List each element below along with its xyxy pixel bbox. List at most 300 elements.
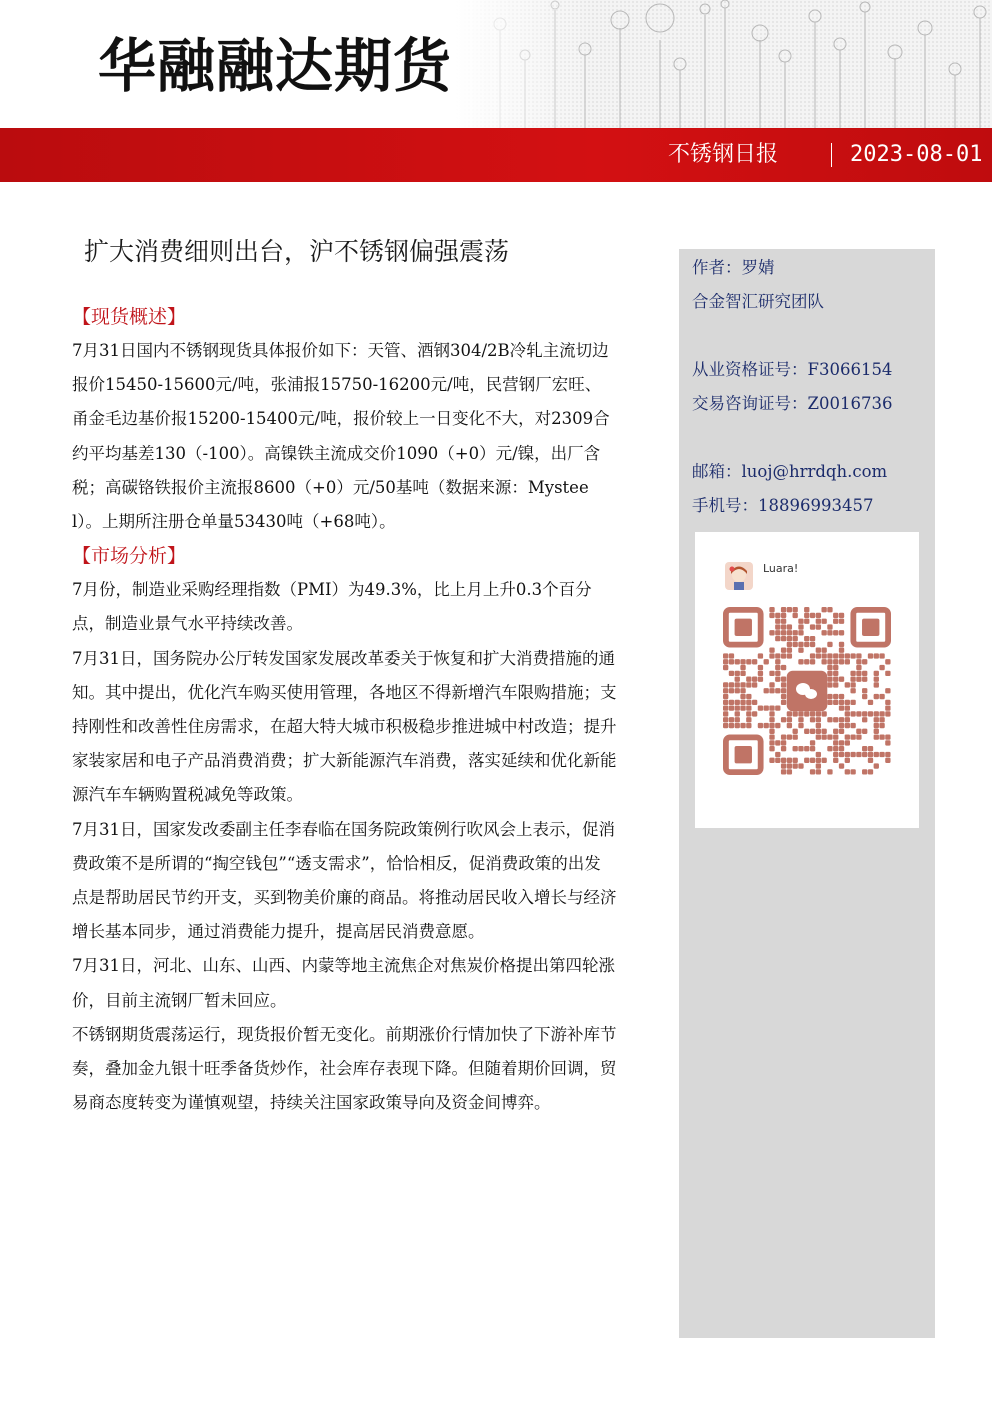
qr-module [781, 653, 786, 658]
qr-module [787, 624, 792, 629]
qr-module [723, 682, 728, 687]
qr-module [769, 705, 774, 710]
qr-module [874, 671, 879, 676]
decorative-circles-graphic [455, 0, 992, 128]
qr-module [856, 665, 861, 670]
qr-module [827, 746, 832, 751]
qr-module [839, 729, 844, 734]
qr-module [798, 746, 803, 751]
qr-module [775, 758, 780, 763]
qr-module [874, 763, 879, 768]
qr-module [775, 636, 780, 641]
qr-module [769, 734, 774, 739]
qr-module [845, 717, 850, 722]
qr-module [862, 688, 867, 693]
qr-module [781, 619, 786, 624]
qr-module [729, 705, 734, 710]
qr-module [839, 746, 844, 751]
qr-module [740, 705, 745, 710]
qr-module [746, 723, 751, 728]
qr-module [885, 688, 890, 693]
qr-module [804, 636, 809, 641]
qr-module [839, 705, 844, 710]
qr-module [827, 659, 832, 664]
qr-module [810, 624, 815, 629]
qr-module [885, 740, 890, 745]
qr-module [775, 740, 780, 745]
qr-module [769, 723, 774, 728]
qr-module [816, 752, 821, 757]
qr-module [787, 769, 792, 774]
qr-module [746, 682, 751, 687]
qr-module [850, 769, 855, 774]
qr-module [793, 636, 798, 641]
qr-module [769, 711, 774, 716]
qr-module [787, 630, 792, 635]
market-paragraph-coke: 7月31日，河北、山东、山西、内蒙等地主流焦企对焦炭价格提出第四轮涨价，目前主流钢厂暂未回应。 [72, 956, 615, 1010]
qr-module [845, 711, 850, 716]
qr-module [833, 671, 838, 676]
qr-module [735, 705, 740, 710]
qr-module [862, 711, 867, 716]
qr-code [723, 607, 891, 775]
qr-module [845, 700, 850, 705]
consulting-number: 交易咨询证号：Z0016736 [692, 394, 893, 413]
qr-module [787, 723, 792, 728]
qr-finder-pattern [726, 737, 761, 772]
qr-module [879, 665, 884, 670]
market-paragraph-consumption: 7月31日，国务院办公厅转发国家发展改革委关于恢复和扩大消费措施的通知。其中提出，优化汽车购买使用管理，各地区不得新增汽车限购措施；支持刚性和改善性住房需求，在超大特大城市积极稳步推进城中村改造；提升家装家居和电子产品消费消费；扩大新能源汽车消费，落实延续和优化新能源汽车车辆购置税减免等政策。 [72, 648, 617, 805]
qr-module [775, 659, 780, 664]
qr-contact-name: Luara! [763, 562, 799, 575]
qr-module [752, 711, 757, 716]
qr-module [827, 734, 832, 739]
qr-module [729, 717, 734, 722]
qr-module [839, 653, 844, 658]
qr-module [885, 752, 890, 757]
section-heading-spot: 【现货概述】 [72, 306, 187, 328]
qr-module [862, 729, 867, 734]
qr-module [885, 659, 890, 664]
qr-module [781, 624, 786, 629]
wechat-qr-card [695, 532, 919, 828]
qr-module [775, 705, 780, 710]
qr-module [850, 711, 855, 716]
header-decoration [455, 0, 992, 128]
qr-module [816, 734, 821, 739]
qr-module [833, 677, 838, 682]
banner-divider [831, 143, 832, 167]
author-name: 作者：罗婧 [692, 258, 775, 277]
qr-module [723, 694, 728, 699]
qr-module [816, 769, 821, 774]
qr-module [879, 653, 884, 658]
qr-module [879, 717, 884, 722]
qr-module [781, 746, 786, 751]
qr-module [781, 648, 786, 653]
qr-module [879, 694, 884, 699]
qr-module [868, 758, 873, 763]
qr-module [850, 682, 855, 687]
qr-module [723, 659, 728, 664]
qr-module [787, 763, 792, 768]
qr-module [816, 723, 821, 728]
qr-module [735, 682, 740, 687]
report-date: 2023-08-01 [850, 142, 983, 167]
qr-module [850, 688, 855, 693]
qr-module [810, 636, 815, 641]
qr-finder-pattern [726, 610, 761, 645]
qr-module [769, 671, 774, 676]
qr-module [793, 642, 798, 647]
qr-module [793, 758, 798, 763]
qr-module [839, 630, 844, 635]
qr-module [746, 711, 751, 716]
qr-module [740, 688, 745, 693]
qr-module [798, 648, 803, 653]
qr-module [729, 653, 734, 658]
qr-module [856, 653, 861, 658]
qr-module [827, 700, 832, 705]
qr-module [775, 671, 780, 676]
qr-module [804, 746, 809, 751]
qr-module [850, 723, 855, 728]
qr-module [793, 711, 798, 716]
qr-module [798, 763, 803, 768]
qr-module [746, 700, 751, 705]
qr-module [833, 700, 838, 705]
phone-number: 手机号：18896993457 [692, 496, 874, 515]
market-paragraph-outlook: 不锈钢期货震荡运行，现货报价暂无变化。前期涨价行情加快了下游补库节奏，叠加金九银十旺季备货炒作，社会库存表现下降。但随着期价回调，贸易商态度转变为谨慎观望，持续关注国家政策导向及资金间博弈。 [72, 1024, 617, 1113]
qr-module [769, 630, 774, 635]
article-body [72, 300, 617, 1120]
qr-module [793, 613, 798, 618]
qr-module [845, 659, 850, 664]
qr-module [787, 734, 792, 739]
qr-module [769, 688, 774, 693]
qr-module [775, 752, 780, 757]
qr-module [874, 653, 879, 658]
qr-module [821, 734, 826, 739]
qr-module [874, 711, 879, 716]
qr-module [816, 648, 821, 653]
qr-module [839, 619, 844, 624]
qr-module [781, 694, 786, 699]
qr-module [833, 740, 838, 745]
qr-module [850, 752, 855, 757]
qr-module [868, 746, 873, 751]
qr-module [787, 717, 792, 722]
qr-module [775, 688, 780, 693]
qr-module [856, 677, 861, 682]
qr-module [787, 648, 792, 653]
qr-module [740, 671, 745, 676]
qr-module [729, 682, 734, 687]
qr-module [781, 682, 786, 687]
qr-module [781, 758, 786, 763]
qr-module [856, 659, 861, 664]
market-paragraph-ndrc: 7月31日，国家发改委副主任李春临在国务院政策例行吹风会上表示，促消费政策不是所谓的“掏空钱包”“透支需求”，恰恰相反，促消费政策的出发点是帮助居民节约开支，买到物美价廉的商品。将推动居民收入增长与经济增长基本同步，通过消费能力提升，提高居民消费意愿。 [72, 819, 617, 942]
qr-module [775, 653, 780, 658]
qr-module [735, 677, 740, 682]
qr-module [862, 671, 867, 676]
qr-module [874, 717, 879, 722]
qr-module [839, 700, 844, 705]
qr-module [729, 659, 734, 664]
qr-module [769, 653, 774, 658]
qr-module [839, 723, 844, 728]
qr-module [798, 717, 803, 722]
qr-module [827, 671, 832, 676]
qr-module [879, 752, 884, 757]
qr-module [845, 705, 850, 710]
qr-module [816, 717, 821, 722]
qr-module [816, 729, 821, 734]
qr-module [821, 607, 826, 612]
qr-module [839, 642, 844, 647]
qr-module [746, 705, 751, 710]
qr-module [781, 688, 786, 693]
qr-module [862, 677, 867, 682]
qr-module [821, 619, 826, 624]
qr-module [862, 769, 867, 774]
qr-module [879, 711, 884, 716]
qr-module [775, 619, 780, 624]
qr-module [787, 653, 792, 658]
qr-module [735, 717, 740, 722]
qr-module [793, 746, 798, 751]
qr-module [740, 723, 745, 728]
qr-module [833, 665, 838, 670]
qr-module [764, 659, 769, 664]
qr-module [827, 653, 832, 658]
qr-module [885, 734, 890, 739]
qr-module [758, 653, 763, 658]
qr-module [764, 723, 769, 728]
qr-module [827, 717, 832, 722]
qr-module [821, 711, 826, 716]
qr-module [798, 711, 803, 716]
qr-module [885, 700, 890, 705]
qr-module [810, 711, 815, 716]
qr-module [735, 659, 740, 664]
qr-module [850, 677, 855, 682]
qr-module [850, 671, 855, 676]
qr-module [821, 653, 826, 658]
qr-module [827, 769, 832, 774]
qr-module [787, 758, 792, 763]
qr-module [769, 729, 774, 734]
qr-module [804, 729, 809, 734]
qr-module [746, 677, 751, 682]
qr-module [874, 677, 879, 682]
qr-module [810, 729, 815, 734]
qr-module [729, 700, 734, 705]
qr-module [804, 758, 809, 763]
qr-module [781, 763, 786, 768]
qr-module [775, 677, 780, 682]
qr-module [798, 642, 803, 647]
qr-module [752, 659, 757, 664]
qr-module [827, 630, 832, 635]
qr-module [804, 613, 809, 618]
qr-module [827, 682, 832, 687]
qr-module [781, 717, 786, 722]
qr-module [862, 746, 867, 751]
qr-module [781, 613, 786, 618]
qr-module [839, 648, 844, 653]
qr-module [862, 752, 867, 757]
qr-module [879, 723, 884, 728]
qr-module [839, 717, 844, 722]
qr-module [781, 677, 786, 682]
qr-module [833, 619, 838, 624]
qr-module [735, 700, 740, 705]
qr-module [723, 723, 728, 728]
qr-module [850, 653, 855, 658]
qr-module [833, 653, 838, 658]
qr-module [723, 711, 728, 716]
qr-module [781, 740, 786, 745]
qr-module [787, 607, 792, 612]
qr-module [833, 694, 838, 699]
qr-module [845, 734, 850, 739]
qr-module [821, 659, 826, 664]
qr-module [769, 613, 774, 618]
qr-module [740, 659, 745, 664]
qr-module [735, 711, 740, 716]
section-heading-market: 【市场分析】 [72, 545, 187, 568]
qr-module [781, 734, 786, 739]
brand-title: 华融融达期货 [98, 32, 453, 100]
qr-module [798, 619, 803, 624]
qr-module [735, 671, 740, 676]
qr-module [769, 758, 774, 763]
qr-module [874, 734, 879, 739]
qr-module [821, 758, 826, 763]
qr-module [810, 740, 815, 745]
qr-module [793, 734, 798, 739]
qr-module [804, 619, 809, 624]
qr-module [827, 677, 832, 682]
qr-module [885, 671, 890, 676]
qr-module [758, 677, 763, 682]
qr-module [781, 636, 786, 641]
report-type: 不锈钢日报 [668, 142, 779, 167]
qr-module [874, 682, 879, 687]
qr-module [798, 723, 803, 728]
qr-module [833, 729, 838, 734]
qr-module [740, 682, 745, 687]
qr-module [885, 758, 890, 763]
qr-module [735, 688, 740, 693]
qr-module [798, 659, 803, 664]
qr-module [833, 746, 838, 751]
qr-module [804, 607, 809, 612]
avatar-girl-icon [725, 562, 753, 590]
qr-module [798, 630, 803, 635]
qr-module [804, 642, 809, 647]
qr-module [816, 763, 821, 768]
qr-module [845, 653, 850, 658]
qr-module [740, 700, 745, 705]
qr-module [868, 769, 873, 774]
qr-module [793, 607, 798, 612]
qr-module [821, 630, 826, 635]
qr-module [856, 734, 861, 739]
qr-module [885, 711, 890, 716]
qr-module [868, 653, 873, 658]
spot-paragraph: 7月31日国内不锈钢现货具体报价如下：天管、酒钢304/2B冷轧主流切边报价15450-15600元/吨，张浦报15750-16200元/吨，民营钢厂宏旺、甬金毛边基价报15200-15400元/吨，报价较上一日变化不大，对2309合约平均基差130（-100）。高镍铁主流成交价1090（+0）元/镍，出厂含税；高碳铬铁报价主流报8600（+0）元/50基吨（数据来源：Mysteel）。上期所注册仓单量53430吨（+68吨）。 [72, 341, 610, 532]
qr-module [752, 682, 757, 687]
email-address: 邮箱：luoj@hrrdqh.com [692, 462, 888, 481]
qr-module [781, 700, 786, 705]
qr-module [821, 729, 826, 734]
qr-module [723, 717, 728, 722]
qr-module [729, 688, 734, 693]
qr-module [810, 642, 815, 647]
qr-module [758, 665, 763, 670]
qr-module [810, 746, 815, 751]
qr-module [775, 630, 780, 635]
qr-module [874, 723, 879, 728]
qr-module [740, 694, 745, 699]
qr-module [775, 723, 780, 728]
qr-module [845, 752, 850, 757]
qr-module [769, 648, 774, 653]
qr-module [752, 700, 757, 705]
qr-module [845, 740, 850, 745]
qualification-number: 从业资格证号：F3066154 [692, 360, 893, 379]
qr-module [781, 607, 786, 612]
qr-module [827, 694, 832, 699]
qr-module [764, 705, 769, 710]
qr-module [793, 729, 798, 734]
qr-module [868, 700, 873, 705]
qr-module [839, 740, 844, 745]
qr-module [885, 705, 890, 710]
qr-module [804, 659, 809, 664]
qr-module [769, 682, 774, 687]
qr-module [810, 613, 815, 618]
research-team: 合金智汇研究团队 [692, 292, 824, 311]
qr-module [810, 758, 815, 763]
qr-module [740, 665, 745, 670]
qr-module [798, 624, 803, 629]
qr-module [758, 723, 763, 728]
qr-module [758, 671, 763, 676]
qr-module [868, 711, 873, 716]
qr-module [833, 613, 838, 618]
qr-module [879, 734, 884, 739]
qr-module [746, 659, 751, 664]
qr-module [781, 665, 786, 670]
qr-module [723, 700, 728, 705]
qr-finder-pattern [853, 610, 888, 645]
qr-module [862, 694, 867, 699]
qr-module [856, 671, 861, 676]
qr-module [833, 717, 838, 722]
qr-module [845, 769, 850, 774]
qr-module [769, 740, 774, 745]
qr-module [729, 671, 734, 676]
qr-module [839, 694, 844, 699]
qr-module [816, 711, 821, 716]
qr-module [729, 723, 734, 728]
qr-module [769, 607, 774, 612]
qr-module [821, 648, 826, 653]
market-paragraph-pmi: 7月份，制造业采购经理指数（PMI）为49.3%，比上月上升0.3个百分点，制造业景气水平持续改善。 [72, 580, 592, 634]
